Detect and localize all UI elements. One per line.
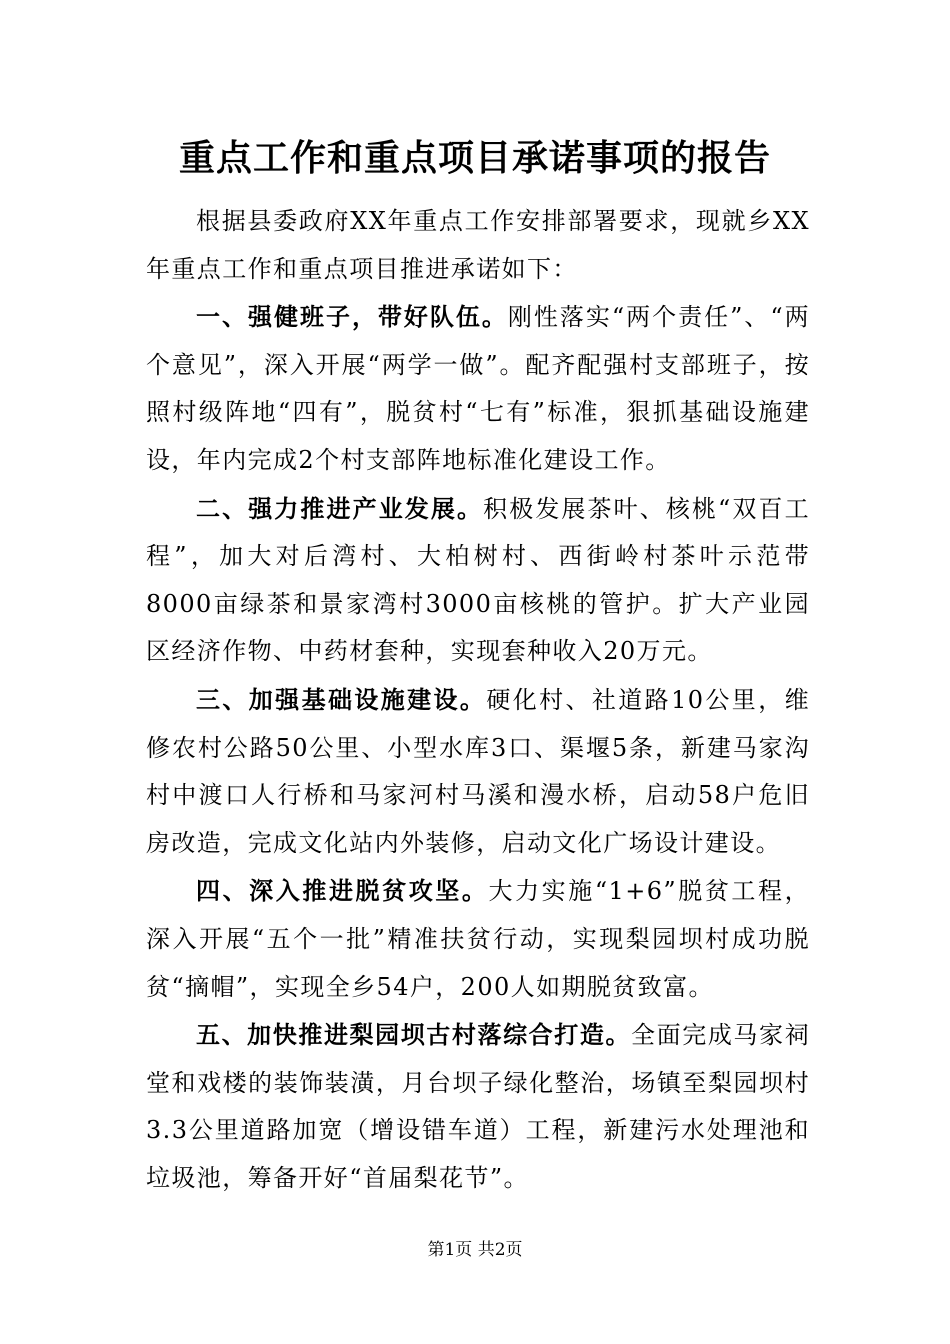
- intro-paragraph: 根据县委政府XX年重点工作安排部署要求，现就乡XX年重点工作和重点项目推进承诺如下：: [146, 207, 810, 283]
- section-text-2: 积极发展茶叶、核桃“双百工程”，加大对后湾村、大柏树村、西街岭村茶叶示范带8000亩绿茶和景家湾村3000亩核桃的管护。扩大产业园区经济作物、中药材套种，实现套种收入20万元。: [146, 494, 811, 666]
- section-text-5: 全面完成马家祠堂和戏楼的装饰装潢，月台坝子绿化整治，场镇至梨园坝村3.3公里道路加宽（增设错车道）工程，新建污水处理池和垃圾池，筹备开好“首届梨花节”。: [146, 1021, 810, 1192]
- section-paragraph-5: [146, 1011, 810, 1202]
- section-text-3: 硬化村、社道路10公里，维修农村公路50公里、小型水库3口、渠堰5条，新建马家沟村中渡口人行桥和马家河村马溪和漫水桥，启动58户危旧房改造，完成文化站内外装修，启动文化广场设计建设。: [146, 685, 810, 857]
- section-heading-5: 五、加快推进梨园坝古村落综合打造。: [196, 1020, 632, 1050]
- section-text-1: 刚性落实“两个责任”、“两个意见”，深入开展“两学一做”。配齐配强村支部班子，按照村级阵地“四有”，脱贫村“七有”标准，狠抓基础设施建设，年内完成2个村支部阵地标准化建设工作。: [146, 303, 810, 474]
- document-title: 重点工作和重点项目承诺事项的报告: [178, 137, 771, 179]
- page-number-footer: 第1页 共2页: [427, 1240, 523, 1260]
- section-paragraph-1: [146, 293, 810, 484]
- section-heading-2: 二、强力推进产业发展。: [196, 493, 484, 523]
- section-heading-4: 四、深入推进脱贫攻坚。: [196, 876, 489, 906]
- section-heading-3: 三、加强基础设施建设。: [196, 684, 487, 714]
- document-body: [146, 198, 810, 1202]
- section-paragraph-4: [146, 867, 810, 1011]
- section-paragraph-3: [146, 676, 810, 867]
- section-text-4: 大力实施“1+6”脱贫工程，深入开展“五个一批”精准扶贫行动，实现梨园坝村成功脱贫“摘帽”，实现全乡54户，200人如期脱贫致富。: [146, 877, 810, 1001]
- section-heading-1: 一、强健班子，带好队伍。: [196, 302, 508, 332]
- section-paragraph-2: [146, 485, 810, 676]
